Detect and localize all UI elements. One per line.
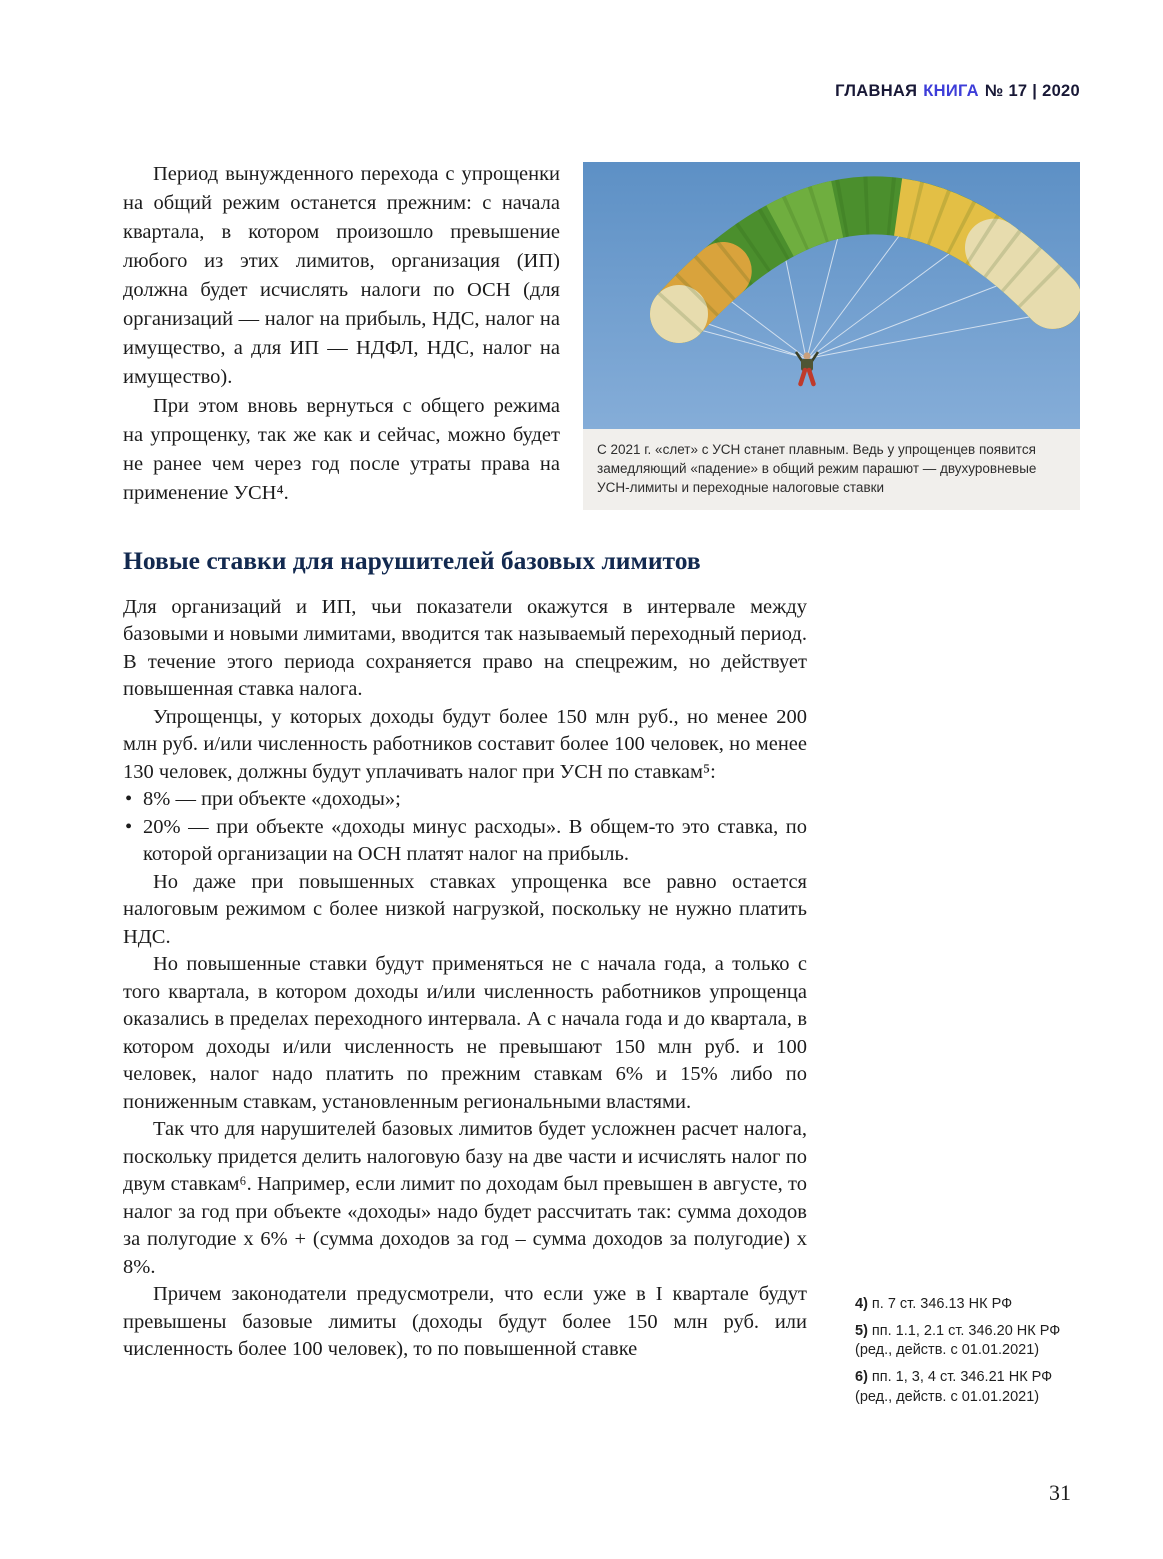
footnote-text: п. 7 ст. 346.13 НК РФ [871,1296,1013,1312]
footnote-number: 6) [855,1369,868,1386]
journal-name-part1: ГЛАВНАЯ [835,82,918,100]
intro-section [123,160,1080,510]
article-paragraph-5: Так что для нарушителей базовых лимитов будет усложнен расчет налога, поскольку придется делить налоговую базу на две части и исчислять налог по двум ставкам⁶. Например, если лимит по доходам был превышен в августе, то налог за год при объекте «доходы» надо будет рассчитать так: сумма доходов за полугодие х 6% + (сумма доходов за год – сумма доходов за полугодие) х 8%. [123,1118,807,1278]
footnote-5 [855,1322,1083,1360]
parachute-photo-graphic [583,162,1080,429]
footnote-4 [855,1295,1083,1314]
footnote-text: пп. 1.1, 2.1 ст. 346.20 НК РФ (ред., действ. с 01.01.2021) [855,1323,1061,1359]
list-item: • 8% — при объекте «доходы»; [123,786,807,814]
page-number: 31 [1049,1480,1071,1505]
photo-figure [583,162,1080,510]
article-paragraph-1: Для организаций и ИП, чьи показатели окажутся в интервале между базовыми и новыми лимитами, вводится так называемый переходный период. В течение этого периода сохраняется право на спецрежим, но действует повышенная ставка налога. [123,595,807,701]
journal-issue: № 17 | 2020 [984,82,1080,100]
photo-caption: С 2021 г. «слет» с УСН станет плавным. Ведь у упрощенцев появится замедляющий «падение» в общий режим парашют — двухуровневые УСН-лимиты и переходные налоговые ставки [583,429,1080,510]
article-paragraph-3: Но даже при повышенных ставках упрощенка все равно остается налоговым режимом с более низкой нагрузкой, поскольку не нужно платить НДС. [123,870,807,948]
parachutist-photo [583,162,1080,429]
page-header [835,82,1080,101]
footnote-6 [855,1368,1083,1406]
section-heading: Новые ставки для нарушителей базовых лимитов [123,546,701,575]
journal-name-part2: КНИГА [923,82,979,100]
article-paragraph-6: Причем законодатели предусмотрели, что если уже в I квартале будут превышены базовые лимиты (доходы будут более 150 млн руб. или численность более 100 человек), то по повышенной ставке [123,1283,807,1361]
list-item: • 20% — при объекте «доходы минус расходы». В общем-то это ставка, по которой организации на ОСН платят налог на прибыль. [123,814,807,869]
intro-paragraph-1: Период вынужденного перехода с упрощенки на общий режим останется прежним: с начала квартала, в котором произошло превышение любого из этих лимитов, организация (ИП) должна будет исчислять налоги по ОСН (для организаций — налог на прибыль, НДС, налог на имущество, а для ИП — НДФЛ, НДС, налог на имущество). [123,163,560,388]
rate-bullet-list [123,786,807,869]
article-paragraph-4: Но повышенные ставки будут применяться не с начала года, а только с того квартала, в котором доходы и/или численность работников упрощенца оказались в пределах переходного интервала. А с начала года и до квартала, в котором доходы и/или численность не превышают 150 млн руб. и 100 человек, налог надо платить по прежним ставкам 6% и 15% либо по пониженным ставкам, установленным региональными властями. [123,953,807,1113]
intro-text-column [123,160,560,510]
article-paragraph-2: Упрощенцы, у которых доходы будут более 150 млн руб., но менее 200 млн руб. и/или численность работников составит более 100 человек, но менее 130 человек, должны будут уплачивать налог при УСН по ставкам⁵: [123,705,807,783]
footnote-number: 5) [855,1323,868,1340]
article-section [123,546,807,1364]
intro-paragraph-2: При этом вновь вернуться с общего режима на упрощенку, так же как и сейчас, можно будет не ранее чем через год после утраты права на применение УСН⁴. [123,395,560,504]
margin-footnotes [855,1295,1083,1415]
footnote-number: 4) [855,1296,868,1312]
footnote-text: пп. 1, 3, 4 ст. 346.21 НК РФ (ред., действ. с 01.01.2021) [855,1369,1053,1405]
